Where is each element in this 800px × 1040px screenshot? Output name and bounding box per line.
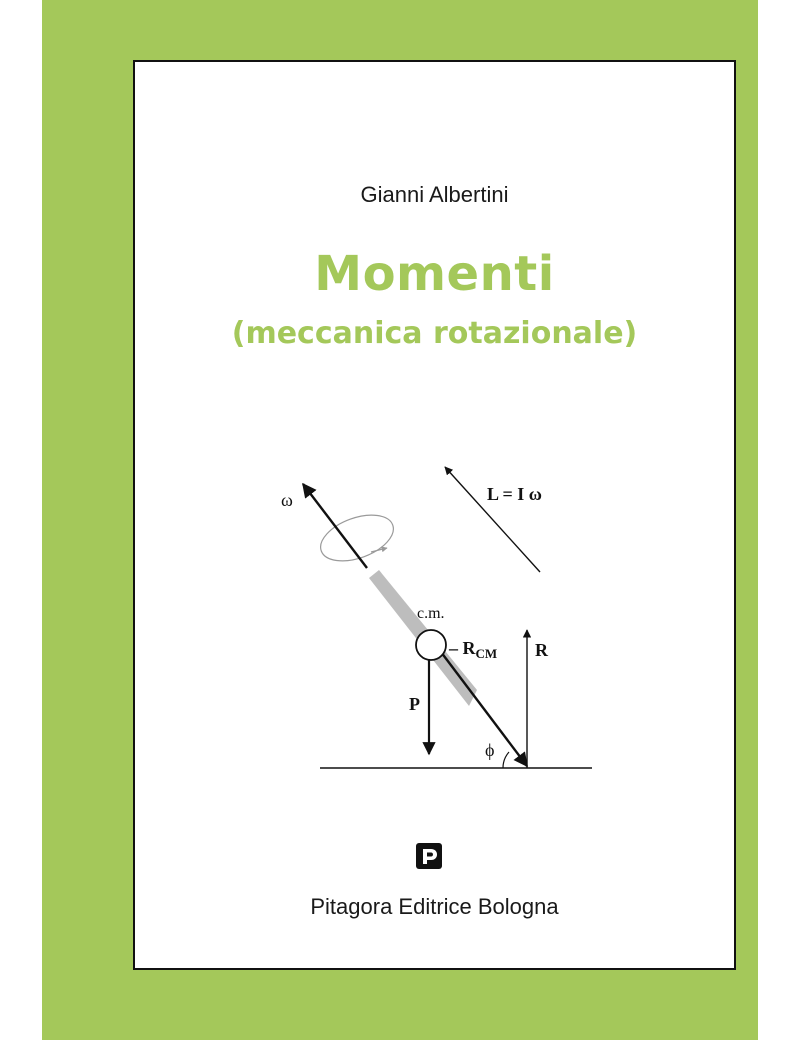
rod-arrow [441, 652, 527, 766]
r-cm-label [448, 638, 497, 661]
book-cover [42, 0, 758, 1040]
omega-axis-arrow [303, 484, 367, 568]
mechanics-diagram [135, 62, 734, 968]
center-of-mass-circle [416, 630, 446, 660]
cover-panel [133, 60, 736, 970]
angular-momentum-label: L = I ω [487, 484, 542, 504]
r-cm-prefix: – R [449, 638, 476, 658]
center-of-mass-label: c.m. [417, 605, 445, 622]
angle-label: ϕ [485, 740, 495, 760]
author-name: Gianni Albertini [360, 182, 509, 207]
reaction-label: R [535, 640, 548, 660]
book-title: Momenti [314, 246, 555, 302]
weight-label: P [409, 694, 420, 714]
omega-label: ω [281, 490, 293, 510]
pitagora-logo-icon [415, 842, 445, 872]
book-subtitle: (meccanica rotazionale) [231, 316, 638, 351]
angular-momentum-arrow [445, 467, 540, 572]
angle-arc [503, 752, 509, 768]
r-cm-subscript: CM [475, 646, 498, 661]
publisher-name: Pitagora Editrice Bologna [310, 894, 559, 919]
